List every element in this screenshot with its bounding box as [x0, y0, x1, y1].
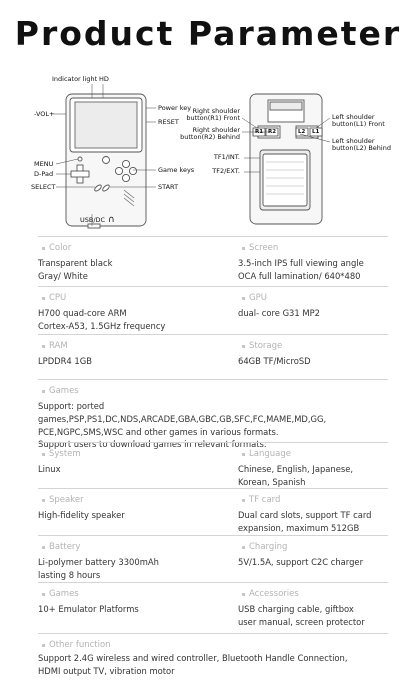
spec-battery-value: Li-polymer battery 3300mAh lasting 8 hours	[38, 557, 159, 580]
callout-dpad: D-Pad	[34, 170, 54, 178]
page-title: Product Parameter	[14, 14, 402, 53]
bullet-icon	[242, 546, 245, 549]
bullet-icon	[42, 644, 45, 647]
bullet-icon	[42, 546, 45, 549]
spec-speaker-label: Speaker	[49, 495, 84, 505]
device-diagram	[0, 70, 416, 240]
label-l2: L2	[298, 129, 306, 135]
label-r1: R1	[255, 129, 264, 135]
spec-row-other	[38, 633, 388, 683]
spec-other-label: Other function	[49, 640, 111, 650]
bullet-icon	[242, 499, 245, 502]
spec-language	[238, 443, 398, 489]
spec-accessories	[238, 583, 398, 629]
spec-screen-value: 3.5-inch IPS full viewing angle OCA full lamination/ 640*480	[238, 258, 364, 281]
bullet-icon	[42, 345, 45, 348]
back-device	[250, 94, 322, 224]
spec-tfcard	[238, 489, 398, 535]
spec-row-battery-charging	[38, 535, 388, 581]
callout-tf1: TF1/INT.	[213, 153, 240, 161]
spec-cpu-value: H700 quad-core ARM Cortex-A53, 1.5GHz frequency	[38, 308, 166, 331]
bullet-icon	[42, 297, 45, 300]
label-l1: L1	[312, 129, 320, 135]
spec-speaker-value: High-fidelity speaker	[38, 510, 125, 520]
label-r2: R2	[268, 129, 277, 135]
spec-gpu-value: dual- core G31 MP2	[238, 308, 320, 318]
headphone-icon: ∩	[108, 215, 115, 225]
bullet-icon	[42, 499, 45, 502]
spec-games-value: Support: ported games,PSP,PS1,DC,NDS,ARCADE,GBA,GBC,GB,SFC,FC,MAME,MD,GG, PCE,NGPC,SMS,WSC and other games in various formats. Support users to download games in relevant formats.	[38, 401, 327, 450]
spec-games	[38, 380, 388, 451]
callout-menu: MENU	[34, 160, 54, 168]
spec-color-label: Color	[49, 243, 72, 253]
callout-usb-dc: USB/DC	[80, 216, 106, 224]
spec-row-speaker-tfcard	[38, 488, 388, 534]
callout-indicator-light: Indicator light	[52, 75, 98, 83]
spec-games-label: Games	[49, 386, 79, 396]
spec-ram-value: LPDDR4 1GB	[38, 356, 92, 366]
callout-l1-front: Left shoulder button(L1) Front	[332, 113, 385, 129]
callout-hd: HD	[99, 75, 109, 83]
bullet-icon	[242, 453, 245, 456]
spec-charging	[238, 536, 398, 569]
spec-row-games	[38, 379, 388, 450]
bullet-icon	[242, 247, 245, 250]
spec-screen	[238, 237, 398, 283]
spec-charging-value: 5V/1.5A, support C2C charger	[238, 557, 364, 567]
spec-tfcard-label: TF card	[249, 495, 281, 505]
bullet-icon	[242, 297, 245, 300]
spec-system	[38, 443, 228, 476]
bullet-icon	[42, 247, 45, 250]
spec-language-value: Chinese, English, Japanese, Korean, Spanish	[238, 464, 354, 487]
callout-power-key: Power key	[158, 104, 192, 112]
callout-r1-front: Right shoulder button(R1) Front	[186, 107, 240, 123]
bullet-icon	[242, 345, 245, 348]
bullet-icon	[242, 593, 245, 596]
spec-row-ram-storage	[38, 334, 388, 374]
spec-ram	[38, 335, 228, 368]
front-device	[66, 94, 146, 228]
spec-system-label: System	[49, 449, 81, 459]
spec-screen-label: Screen	[249, 243, 279, 253]
spec-color-value: Transparent black Gray/ White	[38, 258, 113, 281]
spec-tfcard-value: Dual card slots, support TF card expansion, maximum 512GB	[238, 510, 372, 533]
spec-other	[38, 634, 388, 678]
spec-other-value: Support 2.4G wireless and wired controller, Bluetooth Handle Connection, HDMI output TV, vibration motor	[38, 653, 348, 676]
callout-l2-behind: Left shoulder button(L2) Behind	[332, 137, 391, 153]
spec-battery	[38, 536, 228, 582]
callout-tf2: TF2/EXT.	[212, 167, 240, 175]
spec-gpu	[238, 287, 398, 320]
spec-accessories-label: Accessories	[249, 589, 299, 599]
callout-r2-behind: Right shoulder button(R2) Behind	[180, 126, 240, 142]
callout-select: SELECT	[31, 183, 56, 191]
spec-speaker	[38, 489, 228, 522]
spec-accessories-value: USB charging cable, giftbox user manual, screen protector	[238, 604, 365, 627]
callout-start: START	[158, 183, 179, 191]
spec-charging-label: Charging	[249, 542, 288, 552]
spec-ram-label: RAM	[49, 341, 68, 351]
spec-cpu-label: CPU	[49, 293, 67, 303]
spec-storage	[238, 335, 398, 368]
spec-language-label: Language	[249, 449, 291, 459]
spec-color	[38, 237, 228, 283]
spec-system-value: Linux	[38, 464, 61, 474]
spec-games2	[38, 583, 228, 616]
spec-gpu-label: GPU	[249, 293, 267, 303]
spec-row-cpu-gpu	[38, 286, 388, 332]
bullet-icon	[42, 453, 45, 456]
spec-games2-value: 10+ Emulator Platforms	[38, 604, 139, 614]
spec-row-games2-accessories	[38, 582, 388, 628]
spec-games2-label: Games	[49, 589, 79, 599]
spec-cpu	[38, 287, 228, 333]
spec-row-color-screen	[38, 236, 388, 284]
spec-storage-label: Storage	[249, 341, 283, 351]
bullet-icon	[42, 593, 45, 596]
spec-storage-value: 64GB TF/MicroSD	[238, 356, 311, 366]
callout-reset: RESET	[158, 118, 179, 126]
spec-row-system-language	[38, 442, 388, 488]
spec-battery-label: Battery	[49, 542, 81, 552]
callout-vol: -VOL+	[34, 110, 55, 118]
bullet-icon	[42, 390, 45, 393]
callout-game-keys: Game keys	[158, 166, 195, 174]
